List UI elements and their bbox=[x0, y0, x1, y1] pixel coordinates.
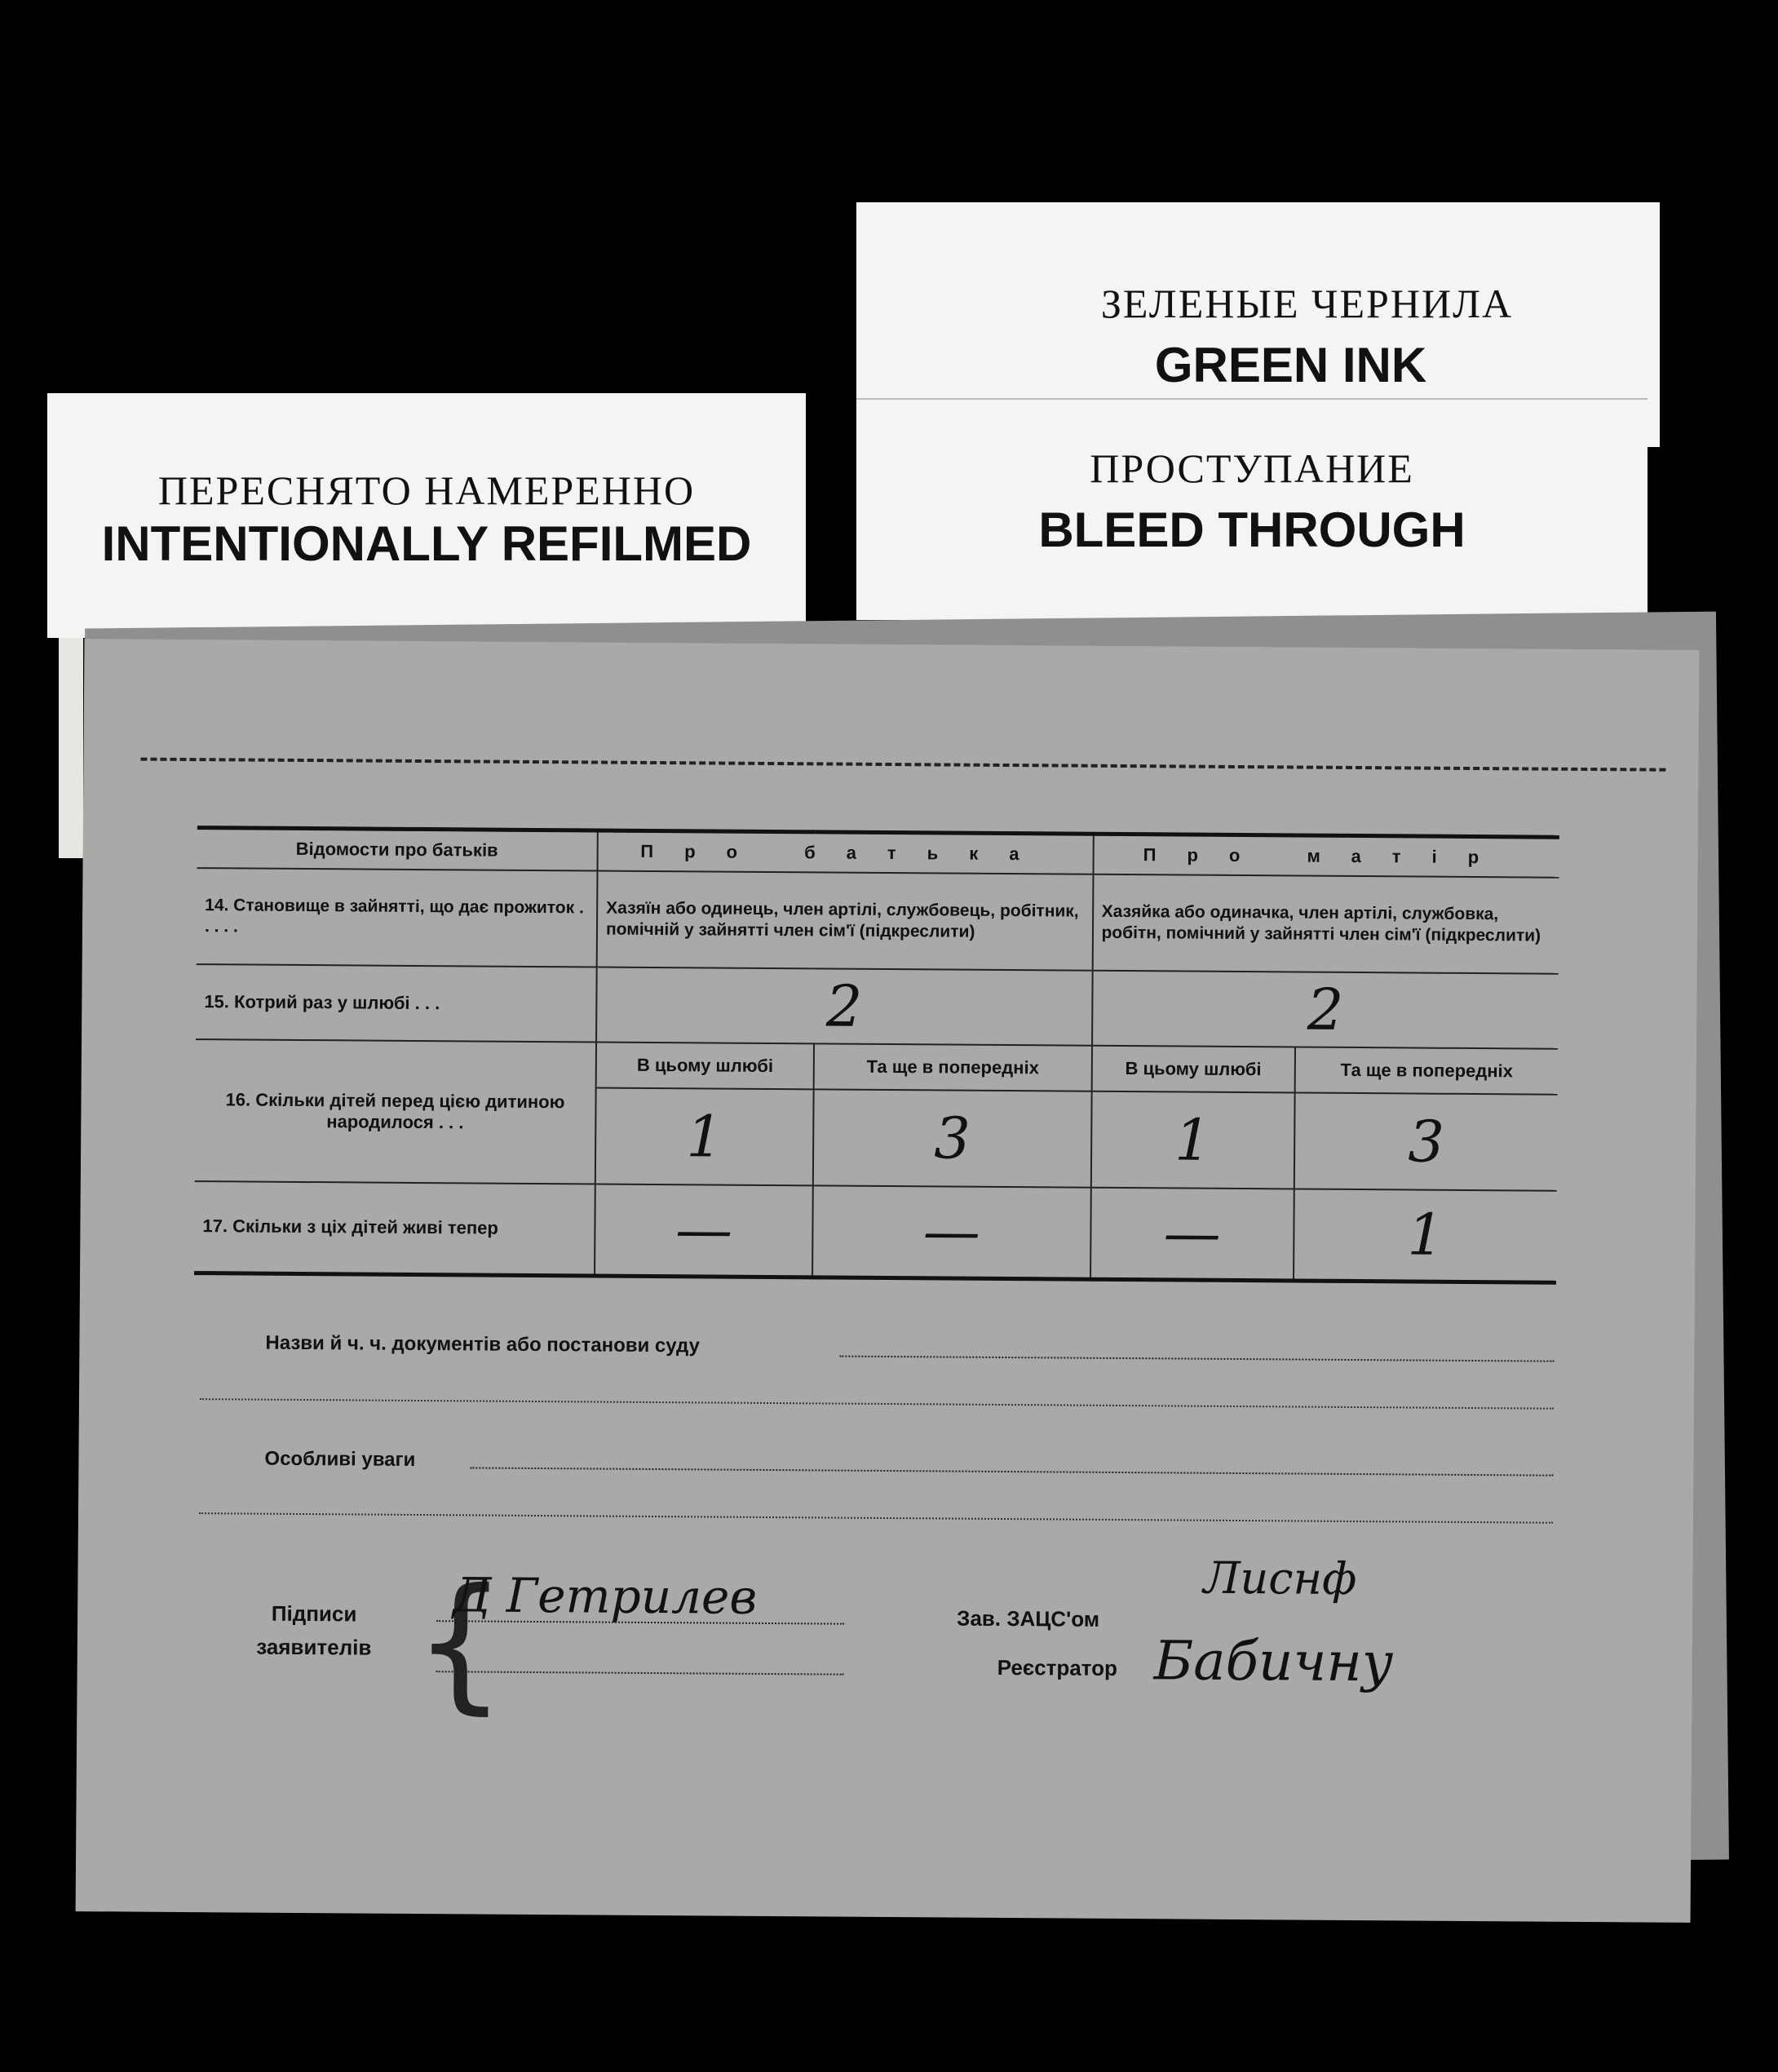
row15-father-value: 2 bbox=[596, 967, 1092, 1046]
remarks-line-2 bbox=[199, 1512, 1553, 1524]
applicant-signature: Д Гетрилев bbox=[453, 1567, 758, 1625]
subheader-mother-previous: Та ще в попередніх bbox=[1294, 1047, 1558, 1094]
registrar-label: Реєстратор bbox=[997, 1654, 1117, 1680]
row17-value-1: — bbox=[595, 1184, 813, 1277]
applicants-signatures-label bbox=[232, 1600, 396, 1660]
tear-line bbox=[140, 758, 1665, 772]
green-ink-label-ru: ЗЕЛЕНЫЕ ЧЕРНИЛА bbox=[1100, 281, 1514, 326]
subheader-father-in-marriage: В цьому шлюбі bbox=[596, 1043, 815, 1090]
refilmed-label-ru: ПЕРЕСНЯТО НАМЕРЕННО bbox=[157, 467, 696, 513]
row17-value-3: — bbox=[1090, 1188, 1294, 1281]
table-row-15 bbox=[196, 964, 1559, 1049]
remarks-label: Особливі уваги bbox=[264, 1447, 416, 1471]
intentionally-refilmed-label bbox=[47, 393, 806, 638]
applicants-label-line1: Підписи bbox=[271, 1600, 357, 1627]
row15-label: 15. Котрий раз у шлюбі . . . bbox=[196, 964, 597, 1042]
registration-card bbox=[76, 639, 1700, 1923]
row17-value-4: 1 bbox=[1294, 1189, 1557, 1282]
row16-value-2: 3 bbox=[813, 1089, 1091, 1187]
row15-mother-value: 2 bbox=[1092, 971, 1559, 1049]
head-signature: Лиснф bbox=[1203, 1552, 1357, 1605]
paper-stub bbox=[59, 638, 83, 858]
row14-label: 14. Становище в зайнятті, що дає прожиток . . . . . bbox=[197, 868, 598, 967]
head-zags-label: Зав. ЗАЦС'ом bbox=[957, 1605, 1100, 1631]
documents-line bbox=[839, 1356, 1554, 1362]
parents-info-table bbox=[194, 826, 1559, 1284]
row16-label: 16. Скільки дітей перед цією дитиною народилося . . . bbox=[195, 1039, 596, 1184]
row16-value-1: 1 bbox=[595, 1087, 814, 1185]
bleed-through-label-ru: ПРОСТУПАНИЕ bbox=[1090, 445, 1414, 491]
row17-value-2: — bbox=[812, 1185, 1090, 1278]
table-subheader-row bbox=[196, 1039, 1558, 1095]
header-father: Про батька bbox=[597, 830, 1093, 874]
row16-value-3: 1 bbox=[1090, 1091, 1294, 1189]
table-row-14 bbox=[197, 868, 1559, 974]
remarks-line bbox=[470, 1467, 1553, 1476]
header-parents-info: Відомости про батьків bbox=[197, 828, 598, 871]
table-row-17 bbox=[194, 1181, 1557, 1282]
applicants-label-line2: заявителів bbox=[256, 1634, 372, 1660]
signature-brace: { bbox=[413, 1556, 508, 1729]
row14-mother-text: Хазяйка або одиначка, член артілі, службовка, робітн, помічний у зайнятті член сім'ї (підкреслити) bbox=[1092, 874, 1559, 974]
documents-line-2 bbox=[200, 1398, 1554, 1410]
row16-value-4: 3 bbox=[1294, 1092, 1558, 1190]
registrar-signature: Бабичну bbox=[1153, 1629, 1394, 1694]
documents-label: Назви й ч. ч. документів або постанови суду bbox=[265, 1331, 701, 1357]
header-mother: Про матір bbox=[1093, 834, 1559, 877]
bleed-through-label bbox=[856, 398, 1648, 620]
subheader-father-previous: Та ще в попередніх bbox=[814, 1043, 1092, 1091]
row17-label: 17. Скільки з ціх дітей живі тепер bbox=[194, 1181, 595, 1275]
subheader-mother-in-marriage: В цьому шлюбі bbox=[1091, 1046, 1295, 1093]
bleed-through-label-en: BLEED THROUGH bbox=[1038, 503, 1466, 557]
row14-father-text: Хазяїн або одинець, член артілі, службовець, робітник, помічній у зайнятті член сім'ї (підкреслити) bbox=[597, 871, 1093, 971]
refilmed-label-en: INTENTIONALLY REFILMED bbox=[101, 516, 752, 571]
green-ink-label-en: GREEN INK bbox=[1154, 338, 1427, 392]
